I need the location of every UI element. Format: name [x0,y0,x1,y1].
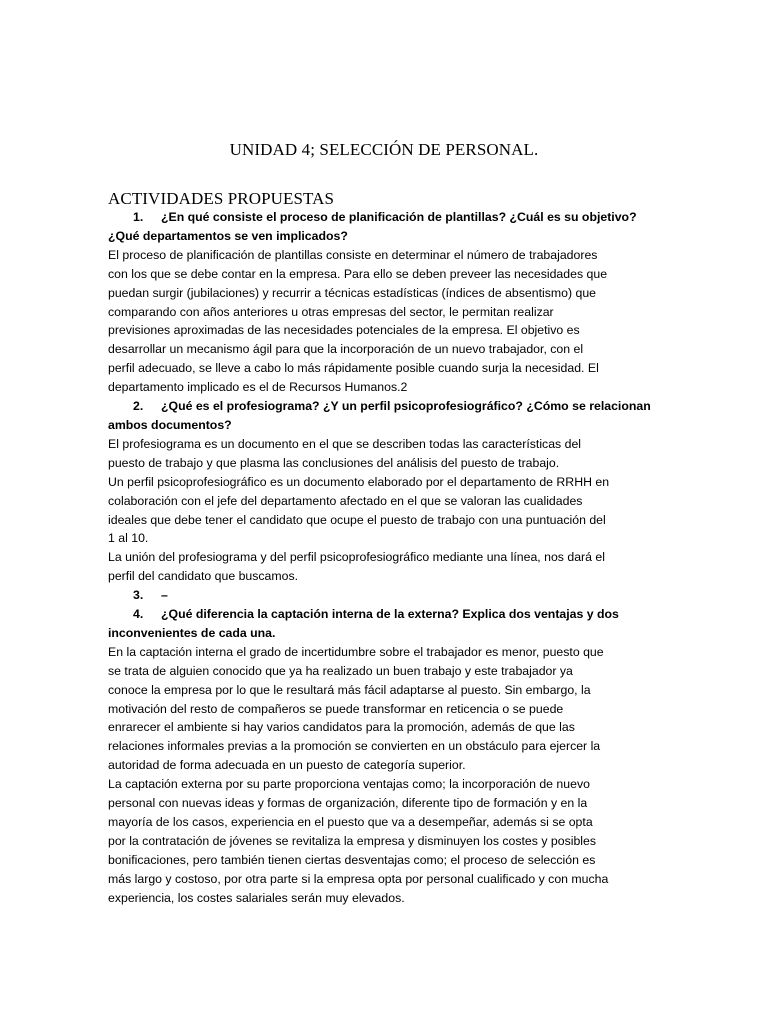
question-number: 2. [133,399,144,414]
body-text-line [108,378,642,397]
body-text-line [108,662,642,681]
line-text: por la contratación de jóvenes se revitaliza la empresa y disminuyen los costes y posibles [108,833,597,848]
question-line [108,208,642,227]
body-text-line [108,473,642,492]
line-text: ideales que debe tener el candidato que ocupe el puesto de trabajo con una puntuación del [108,512,606,527]
line-text: La unión del profesiograma y del perfil psicoprofesiográfico mediante una línea, nos dará el [108,550,605,565]
line-text: puesto de trabajo y que plasma las conclusiones del análisis del puesto de trabajo. [108,455,560,470]
body-text-line [108,889,642,908]
line-text: departamento implicado es el de Recursos Humanos.2 [108,380,408,395]
body-text-line [108,548,642,567]
line-text: El profesiograma es un documento en el que se describen todas las características del [108,436,582,451]
body-text-line [108,737,642,756]
line-text: ¿Qué departamentos se ven implicados? [108,228,348,243]
line-text: conoce la empresa por lo que le resultará más fácil adaptarse al puesto. Sin embargo, la [108,682,591,697]
body-text-line [108,340,642,359]
line-text: comparando con años anteriores u otras empresas del sector, le permitan realizar [108,304,554,319]
line-text: enrarecer el ambiente si hay varios candidatos para la promoción, además de que las [108,720,575,735]
line-text: motivación del resto de compañeros se puede transformar en reticencia o se puede [108,701,564,716]
body-text-line [108,529,642,548]
body-text-line [108,718,642,737]
line-text: perfil del candidato que buscamos. [108,569,299,584]
body-text-line [108,775,642,794]
line-text: En la captación interna el grado de incertidumbre sobre el trabajador es menor, puesto que [108,644,604,659]
line-text: El proceso de planificación de plantillas consiste en determinar el número de trabajadores [108,247,598,262]
line-text: ambos documentos? [108,417,232,432]
body-text-line [108,643,642,662]
line-text: – [161,588,168,603]
section-heading: ACTIVIDADES PROPUESTAS [108,189,335,208]
question-continuation-line [108,624,642,643]
question-number: 4. [133,607,144,622]
question-number: 3. [133,588,144,603]
body-text-line [108,454,642,473]
question-number: 1. [133,210,144,224]
question-continuation-line [108,227,642,246]
document-body [108,208,651,908]
line-text: bonificaciones, pero también tienen ciertas desventajas como; el proceso de selección es [108,852,596,867]
body-text-line [108,794,642,813]
body-text-line [108,435,642,454]
line-text: inconvenientes de cada una. [108,625,276,640]
body-text-line [108,851,642,870]
question-continuation-line [108,416,642,435]
body-text-line [108,681,642,700]
body-text-line [108,813,642,832]
line-text: previsiones aproximadas de las necesidades potenciales de la empresa. El objetivo es [108,323,580,338]
line-text: experiencia, los costes salariales serán muy elevados. [108,890,405,905]
body-text-line [108,284,642,303]
body-text-line [108,567,642,586]
body-text-line [108,700,642,719]
line-text: más largo y costoso, por otra parte si la empresa opta por personal cualificado y con mucha [108,871,609,886]
line-text: ¿Qué es el profesiograma? ¿Y un perfil psicoprofesiográfico? ¿Cómo se relacionan [161,399,651,414]
body-text-line [108,756,642,775]
body-text-line [108,511,642,530]
line-text: Un perfil psicoprofesiográfico es un documento elaborado por el departamento de RRHH en [108,474,610,489]
question-line [108,586,642,605]
line-text: personal con nuevas ideas y formas de organización, diferente tipo de formación y en la [108,796,588,811]
line-text: mayoría de los casos, experiencia en el puesto que va a desempeñar, además si se opta [108,815,593,829]
line-text: ¿Qué diferencia la captación interna de la externa? Explica dos ventajas y dos [161,607,619,622]
line-text: se trata de alguien conocido que ya ha realizado un buen trabajo y este trabajador ya [108,663,573,678]
line-text: autoridad de forma adecuada en un puesto de categoría superior. [108,758,466,773]
body-text-line [108,246,642,265]
line-text: 1 al 10. [108,531,149,546]
line-text: La captación externa por su parte proporciona ventajas como; la incorporación de nuevo [108,777,590,792]
line-text: puedan surgir (jubilaciones) y recurrir a técnicas estadísticas (índices de absentismo) que [108,285,597,300]
question-line [108,605,642,624]
body-text-line [108,265,642,284]
line-text: con los que se debe contar en la empresa. Para ello se deben preveer las necesidades que [108,266,608,281]
line-text: ¿En qué consiste el proceso de planificación de plantillas? ¿Cuál es su objetivo? [161,210,637,224]
body-text-line [108,359,642,378]
line-text: colaboración con el jefe del departamento afectado en el que se valoran las cualidades [108,493,583,508]
line-text: desarrollar un mecanismo ágil para que la incorporación de un nuevo trabajador, con el [108,342,584,357]
body-text-line [108,870,642,889]
line-text: perfil adecuado, se lleve a cabo lo más rápidamente posible cuando surja la necesidad. El [108,361,599,376]
line-text: relaciones informales previas a la promoción se convierten en un obstáculo para ejercer la [108,739,601,754]
body-text-line [108,303,642,322]
body-text-line [108,832,642,851]
body-text-line [108,321,642,340]
document-title: UNIDAD 4; SELECCIÓN DE PERSONAL. [229,140,539,159]
body-text-line [108,492,642,511]
question-line [108,397,651,416]
